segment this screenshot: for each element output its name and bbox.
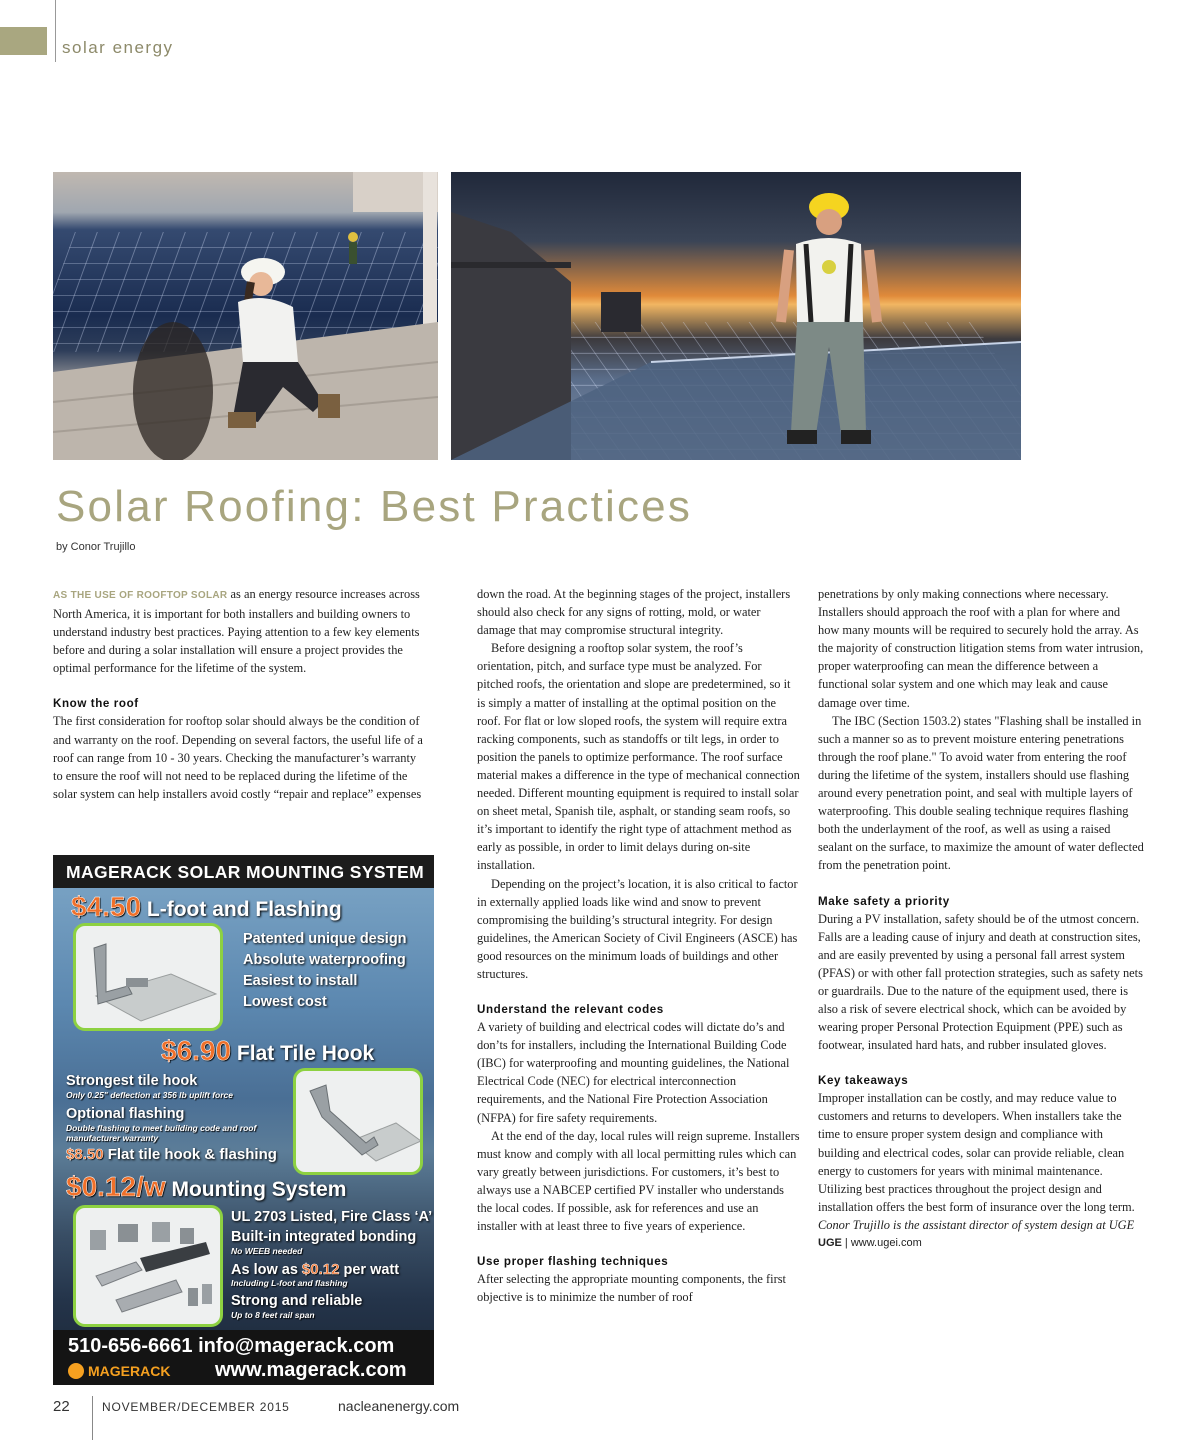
paragraph-flashing-continued: penetrations by only making connections where necessary. Installers should approach the roof with a plan for where and how many mounts will be required to securely hold the array. As the majority of construction litigation stems from water intrusion, proper waterproofing can mean the difference between a functional solar system and one which may leak and cause damage over time.	[818, 587, 1144, 710]
ad-lfoot-feature: Patented unique design	[243, 931, 407, 947]
ad-hook-feature-2: Optional flashing	[66, 1106, 185, 1122]
ad-mount-feature-3	[231, 1261, 399, 1278]
heading-codes: Understand the relevant codes	[477, 1003, 664, 1017]
paragraph-takeaways: Improper installation can be costly, and may reduce value to customers and returns to developers. When installers take the time to ensure proper system design and compliance with building and electrical codes, solar can provide reliable, clean energy to customers for years with minimal maintenance. Utilizing best practices throughout the project design and installation offers the best form of insurance over the long term.	[818, 1091, 1135, 1214]
heading-takeaways: Key takeaways	[818, 1074, 909, 1088]
ad-lfoot-image	[73, 923, 223, 1031]
ad-hook-feature-2-note: Double flashing to meet building code and roof manufacturer warranty	[66, 1123, 257, 1143]
page-number: 22	[53, 1398, 70, 1415]
ad-mount-feature-3-price: $0.12	[301, 1261, 340, 1278]
intro-text: as an energy resource increases across North America, it is important for both installers and building owners to understand industry best practices. Paying attention to a few key elements before and during a solar installation will ensure a project provides the optimal performance for the lifetime of the system.	[53, 587, 420, 676]
ad-mount-feature-2-note: No WEEB needed	[231, 1246, 303, 1256]
author-bio: Conor Trujillo is the assistant director of system design at UGE	[818, 1217, 1135, 1232]
ad-lfoot-feature: Easiest to install	[243, 973, 358, 989]
intro-paragraph	[53, 585, 425, 677]
ad-hook-combo-price: $8.50	[66, 1146, 104, 1163]
magerack-logo-icon	[68, 1363, 84, 1379]
ad-phone-email[interactable]: 510-656-6661 info@magerack.com	[68, 1335, 395, 1357]
ad-hook-title: Flat Tile Hook	[231, 1042, 375, 1065]
ad-mount-feature-3-note: Including L-foot and flashing	[231, 1278, 348, 1288]
ad-contact-bar	[53, 1330, 434, 1385]
installer-photo-left	[53, 172, 438, 460]
paragraph-roof: The first consideration for rooftop solar should always be the condition of and warranty on the roof. Depending on several factors, the useful life of a roof can range from 10 - 30 years. Checking the manufacturer’s warranty to ensure the roof will not need to be replaced during the lifetime of the solar system can help installers avoid costly “repair and replace” expenses	[53, 714, 423, 801]
ad-hook-feature-1-note: Only 0.25" deflection at 356 lb uplift force	[66, 1090, 233, 1100]
credit-separator: |	[841, 1237, 851, 1249]
ad-hook-combo	[66, 1146, 277, 1164]
ad-lfoot-feature: Lowest cost	[243, 994, 327, 1010]
paragraph-local-rules: At the end of the day, local rules will reign supreme. Installers must know and comply with all local permitting rules which can vary greatly between jurisdictions. For customers, it’s best to always use a NABCEP certified PV installer who understands the local codes. If possible, ask for references and use an installer with at least three to five years of experience.	[477, 1128, 800, 1234]
credit-url[interactable]: www.ugei.com	[850, 1237, 922, 1249]
paragraph-design: Before designing a rooftop solar system, the roof’s orientation, pitch, and surface type must be analyzed. For pitched roofs, the orientation and slope are predetermined, so it is simply a matter of installing at the optimal position on the roof. For flat or low sloped roofs, the system will require extra racking components, such as standoffs or tilt legs, in order to position the panels to optimize performance. The roof surface material makes a difference in the type of mechanical connection needed. Different mounting equipment is required to install solar on sheet metal, Spanish tile, asphalt, or standing seam roofs, so it’s important to identify the right type of attachment method as early as possible, in order to limit delays during on-site installation.	[477, 641, 800, 873]
credit-company: UGE	[818, 1237, 842, 1249]
ad-hook-heading	[161, 1035, 374, 1067]
ad-brand-logo	[68, 1363, 170, 1379]
publication-site[interactable]: nacleanenergy.com	[338, 1398, 460, 1414]
article-column-3	[818, 585, 1144, 1252]
ad-mount-feature-1: UL 2703 Listed, Fire Class ‘A’	[231, 1209, 433, 1225]
ad-brand-name: MAGERACK	[88, 1363, 171, 1379]
ad-hook-feature-1: Strongest tile hook	[66, 1073, 198, 1089]
installer-figure-right	[451, 172, 1021, 460]
ad-mount-title: Mounting System	[165, 1178, 347, 1201]
ad-hook-price: $6.90	[161, 1035, 232, 1066]
footer-divider	[92, 1396, 93, 1440]
ad-mount-feature-4: Strong and reliable	[231, 1293, 363, 1309]
ad-lfoot-heading	[71, 891, 342, 923]
paragraph-roof-continued: down the road. At the beginning stages of the project, installers should also check for any signs of rotting, mold, or water damage that may compromise structural integrity.	[477, 587, 791, 638]
magerack-advertisement[interactable]	[53, 855, 434, 1385]
heading-safety: Make safety a priority	[818, 894, 950, 908]
ad-hook-combo-title: Flat tile hook & flashing	[103, 1146, 277, 1163]
ad-mount-price: $0.12/w	[66, 1171, 166, 1202]
heading-flashing: Use proper flashing techniques	[477, 1255, 669, 1269]
ad-mount-feature-4-note: Up to 8 feet rail span	[231, 1310, 315, 1320]
article-byline: by Conor Trujillo	[56, 541, 136, 553]
ad-hook-image	[293, 1068, 423, 1175]
paragraph-ibc: The IBC (Section 1503.2) states "Flashing shall be installed in such a manner so as to prevent moisture entering penetrations through the roof plane." To avoid water from entering the roof during the lifetime of the system, installers should use flashing around every penetration point, and seal with multiple layers of waterproofing. This double sealing technique requires flashing both the underlayment of the roof, as well as using a raised sealant on the surface, to maximize the amount of water deflected from the penetration point.	[818, 713, 1144, 873]
ad-website-link[interactable]: www.magerack.com	[215, 1359, 407, 1381]
article-column-1	[53, 585, 425, 803]
paragraph-loads: Depending on the project’s location, it is also critical to factor in externally applied loads like wind and snow to prevent compromising the building’s structural integrity. For design guidelines, the American Society of Civil Engineers (ASCE) has good resources on the minimum loads of buildings and other structures.	[477, 876, 798, 981]
ad-headline: MAGERACK SOLAR MOUNTING SYSTEM	[53, 855, 434, 888]
ad-lfoot-price: $4.50	[71, 891, 142, 922]
section-color-tab	[0, 27, 47, 55]
paragraph-flashing: After selecting the appropriate mounting components, the first objective is to minimize the number of roof	[477, 1272, 786, 1305]
section-label: solar energy	[62, 38, 174, 57]
article-title: Solar Roofing: Best Practices	[56, 482, 693, 531]
mounting-parts-icon	[76, 1208, 223, 1327]
company-credit	[818, 1234, 1144, 1252]
ad-lfoot-features	[243, 929, 407, 1013]
ad-mount-feature-3-post: per watt	[339, 1262, 400, 1278]
ad-mount-feature-3-pre: As low as	[231, 1262, 302, 1278]
article-column-2	[477, 585, 801, 1306]
paragraph-codes: A variety of building and electrical codes will dictate do’s and don’ts for installers, including the International Building Code (IBC) for waterproofing and mounting guidelines, the National Electrical Code (NEC) for electrical interconnection requirements, and the National Fire Protection Association (NFPA) for fire safety requirements.	[477, 1020, 790, 1125]
tile-hook-icon	[296, 1071, 423, 1175]
installer-figure-left	[53, 172, 438, 460]
issue-date: NOVEMBER/DECEMBER 2015	[102, 1400, 290, 1414]
lfoot-bracket-icon	[76, 926, 223, 1031]
ad-mount-image	[73, 1205, 223, 1327]
lead-in: AS THE USE OF ROOFTOP SOLAR	[53, 590, 228, 601]
ad-lfoot-title: L-foot and Flashing	[141, 898, 342, 921]
paragraph-safety: During a PV installation, safety should be of the utmost concern. Falls are a leading cause of injury and death at construction sites, and are easily prevented by using a personal fall arrest system (PFAS) or with other fall protection strategies, such as safety nets or guardrails. Due to the nature of the equipment used, there is also a risk of severe electrical shock, which can be avoided by wearing proper Personal Protection Equipment (PPE) such as footwear, insulated hard hats, and rubber insulated gloves.	[818, 911, 1143, 1053]
heading-know-the-roof: Know the roof	[53, 697, 139, 711]
ad-lfoot-feature: Absolute waterproofing	[243, 952, 406, 968]
section-divider	[55, 0, 56, 62]
ad-mount-heading	[66, 1171, 346, 1203]
ad-mount-feature-2: Built-in integrated bonding	[231, 1229, 417, 1245]
installer-photo-right	[451, 172, 1021, 460]
